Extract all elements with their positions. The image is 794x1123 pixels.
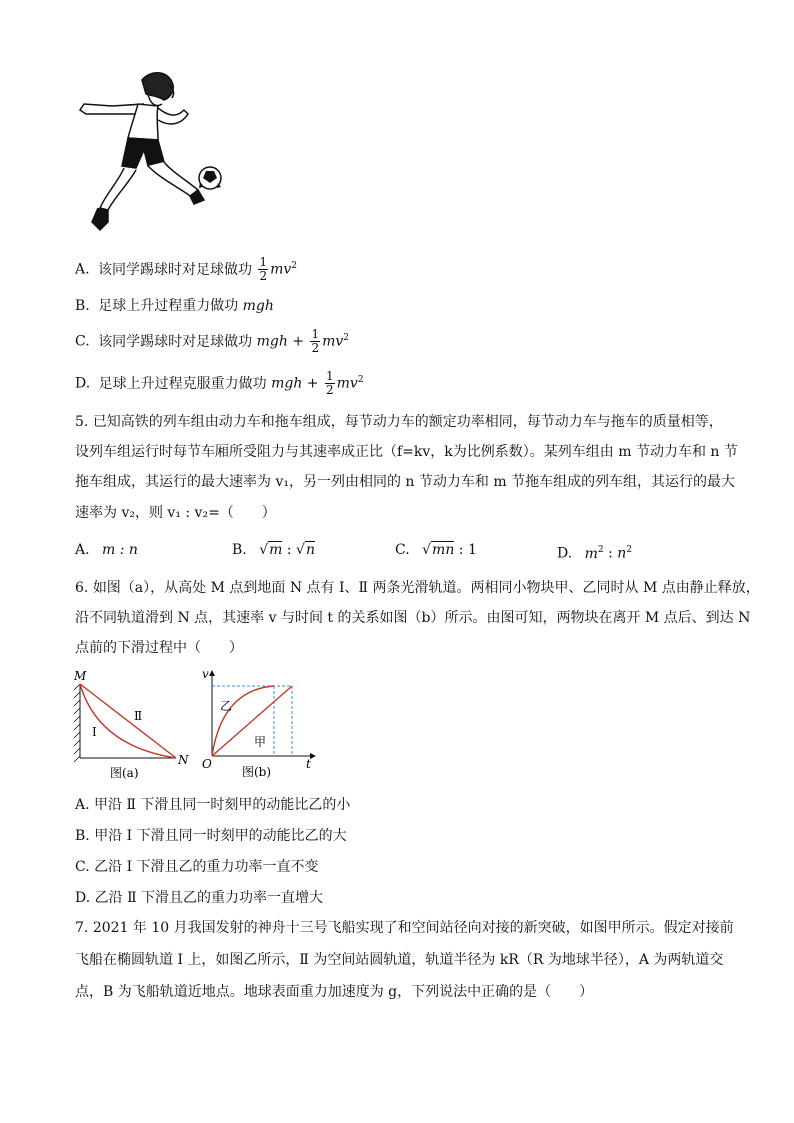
figure-a-tracks xyxy=(70,664,195,784)
q4-option-a[interactable]: A. 该同学踢球时对足球做功 $\frac{1}{2}$ $mv^2$ xyxy=(75,255,298,284)
svg-text:O: O xyxy=(202,757,212,771)
svg-text:甲: 甲 xyxy=(254,735,267,749)
label-track-ii: Ⅱ xyxy=(134,709,143,723)
q7-stem-line-3: 点，B 为飞船轨道近地点。地球表面重力加速度为 g，下列说法中正确的是（ ） xyxy=(75,984,594,1000)
q4-option-c[interactable]: C. 该同学踢球时对足球做功 mgh + $\frac{1}{2}$ $mv^2$ xyxy=(75,327,350,356)
fraction: $\frac{1}{2}$ xyxy=(311,327,320,356)
soccer-player-illustration xyxy=(72,70,232,235)
figure-b-speed-time-graph xyxy=(198,664,318,784)
q6-stem-line-2: 沿不同轨道滑到 N 点，其速率 v 与时间 t 的关系如图（b）所示。由图可知，两物块在离开 M 点后、到达 N xyxy=(75,610,751,626)
q6-option-d[interactable]: D. 乙沿 Ⅱ 下滑且乙的重力功率一直增大 xyxy=(75,890,324,906)
track-ii xyxy=(80,684,176,758)
q6-option-c[interactable]: C. 乙沿 Ⅰ 下滑且乙的重力功率一直不变 xyxy=(75,859,319,875)
fraction: $\frac{1}{2}$ xyxy=(259,255,268,284)
figure-b-caption: 图(b) xyxy=(242,765,272,779)
svg-text:t: t xyxy=(306,757,311,771)
q5-stem-line-4: 速率为 v₂，则 v₁ : v₂=（ ） xyxy=(75,505,276,521)
q5-stem-line-3: 拖车组成，其运行的最大速率为 v₁，另一列由相同的 n 节动力车和 m 节拖车组成的列车组，其运行的最大 xyxy=(75,474,736,490)
svg-text:乙: 乙 xyxy=(220,699,233,713)
fraction: $\frac{1}{2}$ xyxy=(325,369,334,398)
q7-stem-line-2: 飞船在椭圆轨道 Ⅰ 上，如图乙所示，Ⅱ 为空间站圆轨道，轨道半径为 kR（R 为地球半径），A 为两轨道交 xyxy=(75,952,724,968)
svg-text:v: v xyxy=(202,667,209,681)
q5-option-c[interactable]: C. √mn : 1 xyxy=(395,542,477,558)
q5-stem-line-1: 5. 已知高铁的列车组由动力车和拖车组成，每节动力车的额定功率相同，每节动力车与拖车的质量相等， xyxy=(75,414,723,430)
q6-stem-line-1: 6. 如图（a），从高处 M 点到地面 N 点有 Ⅰ、Ⅱ 两条光滑轨道。两相同小物块甲、乙同时从 M 点由静止释放， xyxy=(75,580,760,596)
q7-stem-line-1: 7. 2021 年 10 月我国发射的神舟十三号飞船实现了和空间站径向对接的新突破，如图甲所示。假定对接前 xyxy=(75,920,734,936)
q6-option-b[interactable]: B. 甲沿 Ⅰ 下滑且同一时刻甲的动能比乙的大 xyxy=(75,828,347,844)
q5-option-b[interactable]: B. √m : √n xyxy=(232,542,315,558)
q5-option-a[interactable]: A. m : n xyxy=(75,542,138,558)
curve-jia xyxy=(212,686,292,756)
q6-stem-line-3: 点前的下滑过程中（ ） xyxy=(75,640,243,656)
figure-a-caption: 图(a) xyxy=(110,766,139,780)
q5-stem-line-2: 设列车组运行时每节车厢所受阻力与其速率成正比（f=kv，k为比例系数）。某列车组由 m 节动力车和 n 节 xyxy=(75,444,738,460)
q5-option-d[interactable]: D. $m^2$ : $n^2$ xyxy=(557,545,633,562)
soccer-ball-icon xyxy=(199,167,221,189)
label-m: M xyxy=(74,669,87,683)
q4-option-d[interactable]: D. 足球上升过程克服重力做功 mgh + $\frac{1}{2}$ $mv^2$ xyxy=(75,369,364,398)
q4-option-b[interactable]: B. 足球上升过程重力做功 mgh xyxy=(75,298,274,314)
label-track-i: Ⅰ xyxy=(92,725,97,739)
label-n: N xyxy=(178,753,189,767)
q6-option-a[interactable]: A. 甲沿 Ⅱ 下滑且同一时刻甲的动能比乙的小 xyxy=(75,797,351,813)
